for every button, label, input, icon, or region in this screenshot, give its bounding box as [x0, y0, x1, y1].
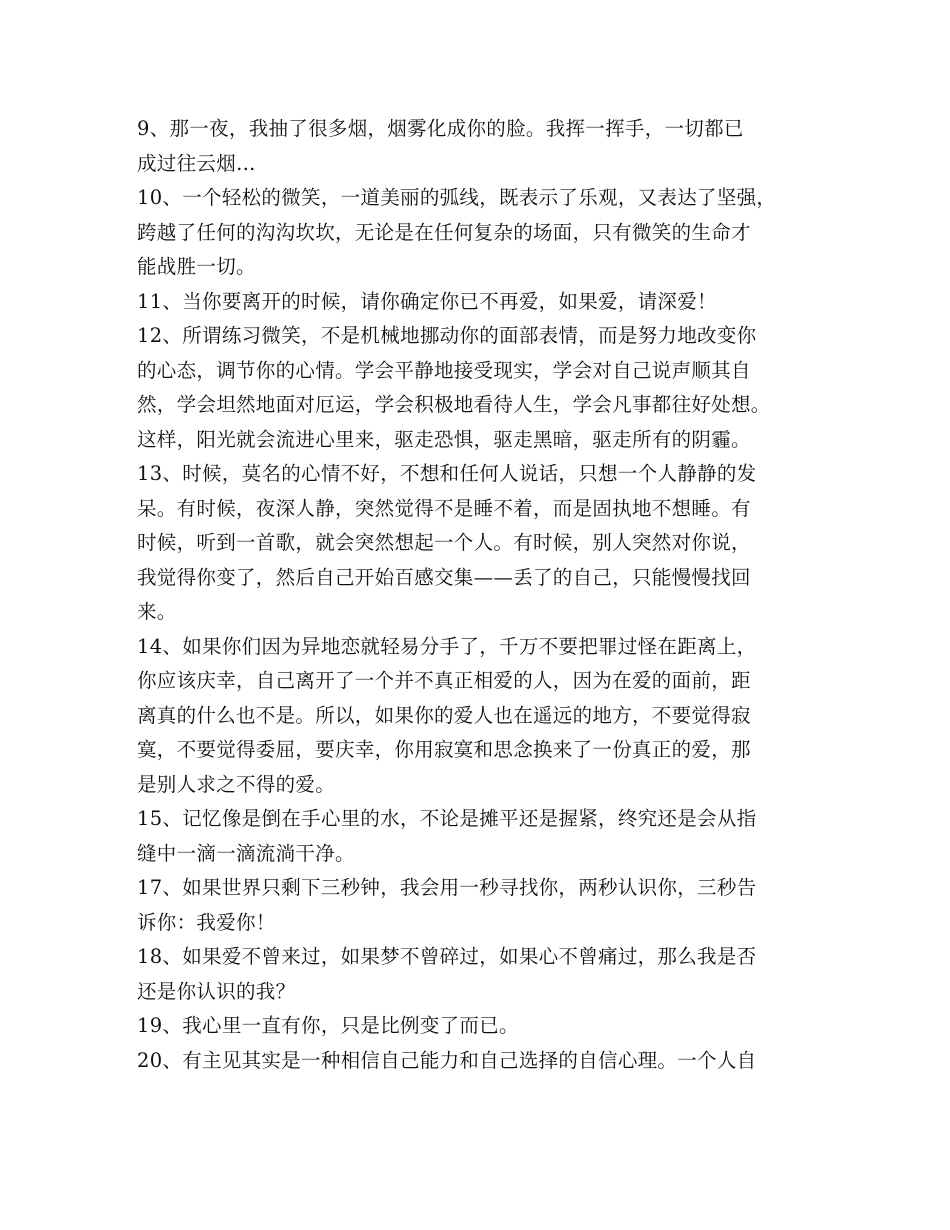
text-line: 跨越了任何的沟沟坎坎，无论是在任何复杂的场面，只有微笑的生命才: [137, 220, 751, 244]
text-line: 我觉得你变了，然后自己开始百感交集——丢了的自己，只能慢慢找回: [137, 565, 751, 589]
text-line: 成过往云烟…: [137, 151, 256, 175]
text-line: 离真的什么也不是。所以，如果你的爱人也在遥远的地方，不要觉得寂: [137, 703, 751, 727]
text-line: 15、记忆像是倒在手心里的水，不论是摊平还是握紧，终究还是会从指: [137, 807, 757, 830]
text-line: 12、所谓练习微笑，不是机械地挪动你的面部表情，而是努力地改变你: [137, 324, 757, 347]
text-line: 11、当你要离开的时候，请你确定你已不再爱，如果爱，请深爱！: [137, 289, 717, 313]
text-line: 寞，不要觉得委屈，要庆幸，你用寂寞和思念换来了一份真正的爱，那: [137, 738, 751, 761]
text-line: 缝中一滴一滴流淌干净。: [137, 841, 355, 865]
text-line: 14、如果你们因为异地恋就轻易分手了，千万不要把罪过怪在距离上，: [137, 634, 757, 658]
text-line: 10、一个轻松的微笑，一道美丽的弧线，既表示了乐观，又表达了坚强，: [137, 186, 777, 209]
text-line: 然，学会坦然地面对厄运，学会积极地看待人生，学会凡事都往好处想。: [137, 393, 771, 416]
text-line: 时候，听到一首歌，就会突然想起一个人。有时候，别人突然对你说，: [137, 531, 751, 554]
text-line: 18、如果爱不曾来过，如果梦不曾碎过，如果心不曾痛过，那么我是否: [137, 945, 757, 968]
text-line: 20、有主见其实是一种相信自己能力和自己选择的自信心理。一个人自: [137, 1048, 757, 1072]
text-line: 13、时候，莫名的心情不好，不想和任何人说话，只想一个人静静的发: [137, 462, 757, 485]
text-line: 17、如果世界只剩下三秒钟，我会用一秒寻找你，两秒认识你，三秒告: [137, 876, 757, 899]
text-line: 9、那一夜，我抽了很多烟，烟雾化成你的脸。我挥一挥手，一切都已: [137, 117, 744, 140]
text-line: 呆。有时候，夜深人静，突然觉得不是睡不着，而是固执地不想睡。有: [137, 496, 751, 520]
text-line: 诉你：我爱你！: [137, 910, 276, 934]
text-line: 19、我心里一直有你，只是比例变了而已。: [137, 1014, 519, 1037]
text-line: 你应该庆幸，自己离开了一个并不真正相爱的人，因为在爱的面前，距: [137, 669, 751, 692]
text-line: 还是你认识的我？: [137, 979, 296, 1003]
text-line: 能战胜一切。: [137, 255, 256, 278]
text-line: 的心态，调节你的心情。学会平静地接受现实，学会对自己说声顺其自: [137, 358, 751, 382]
text-line: 是别人求之不得的爱。: [137, 772, 336, 796]
text-line: 这样，阳光就会流进心里来，驱走恐惧，驱走黑暗，驱走所有的阴霾。: [137, 427, 751, 451]
text-line: 来。: [137, 600, 177, 623]
